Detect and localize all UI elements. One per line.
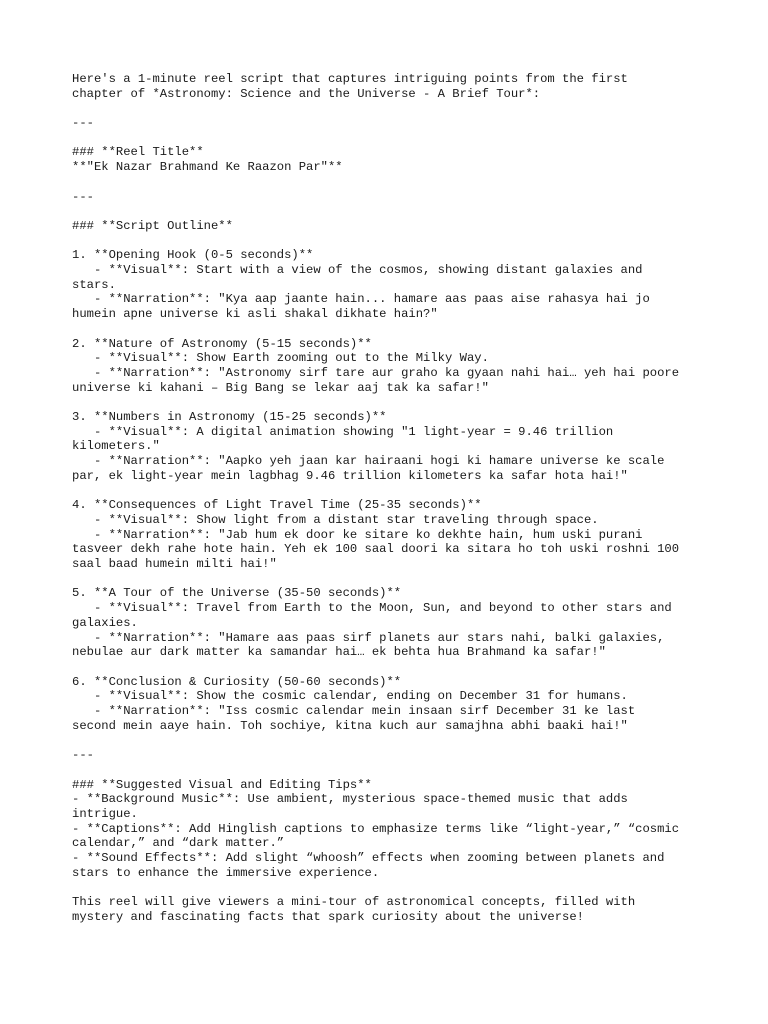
- text-line: tasveer dekh rahe hote hain. Yeh ek 100 saal doori ka sitara ho toh uski roshni 100: [72, 542, 680, 557]
- text-line: second mein aaye hain. Toh sochiye, kitna kuch aur samajhna abhi baaki hai!": [72, 718, 628, 733]
- horizontal-rule: ---: [72, 189, 94, 204]
- section-heading: ### **Suggested Visual and Editing Tips**: [72, 777, 372, 792]
- text-line: kilometers.": [72, 439, 160, 454]
- bullet-line: - **Narration**: "Iss cosmic calendar mein insaan sirf December 31 ke last: [72, 704, 636, 719]
- section-heading: ### **Reel Title**: [72, 145, 204, 160]
- blank-line: [72, 484, 712, 499]
- blank-line: [72, 763, 712, 778]
- blank-line: [72, 880, 712, 895]
- bullet-line: - **Visual**: A digital animation showing "1 light-year = 9.46 trillion: [72, 424, 614, 439]
- text-line: calendar,” and “dark matter.”: [72, 836, 285, 851]
- text-line: galaxies.: [72, 615, 138, 630]
- bullet-line: - **Visual**: Show the cosmic calendar, ending on December 31 for humans.: [72, 689, 628, 704]
- section-heading: ### **Script Outline**: [72, 218, 233, 233]
- bullet-line: - **Visual**: Show light from a distant star traveling through space.: [72, 512, 599, 527]
- blank-line: [72, 322, 712, 337]
- blank-line: [72, 395, 712, 410]
- bullet-line: - **Narration**: "Aapko yeh jaan kar hairaani hogi ki hamare universe ke scale: [72, 454, 665, 469]
- bullet-line: - **Captions**: Add Hinglish captions to emphasize terms like “light-year,” “cosmic: [72, 821, 680, 836]
- bullet-line: - **Narration**: "Hamare aas paas sirf planets aur stars nahi, balki galaxies,: [72, 630, 665, 645]
- text-line: humein apne universe ki asli shakal dikhate hain?": [72, 307, 438, 322]
- blank-line: [72, 131, 712, 146]
- blank-line: [72, 660, 712, 675]
- bullet-line: - **Sound Effects**: Add slight “whoosh” effects when zooming between planets and: [72, 851, 665, 866]
- bullet-line: - **Narration**: "Jab hum ek door ke sitare ko dekhte hain, hum uski purani: [72, 527, 643, 542]
- bullet-line: - **Visual**: Travel from Earth to the Moon, Sun, and beyond to other stars and: [72, 601, 672, 616]
- text-line: nebulae aur dark matter ka samandar hai… ek behta hua Brahmand ka safar!": [72, 645, 606, 660]
- text-line: stars to enhance the immersive experience.: [72, 865, 380, 880]
- bullet-line: - **Background Music**: Use ambient, mysterious space-themed music that adds: [72, 792, 628, 807]
- text-line: mystery and fascinating facts that spark curiosity about the universe!: [72, 909, 584, 924]
- outline-item-heading: 1. **Opening Hook (0-5 seconds)**: [72, 248, 314, 263]
- blank-line: [72, 204, 712, 219]
- text-line: saal baad humein milti hai!": [72, 557, 277, 572]
- horizontal-rule: ---: [72, 116, 94, 131]
- text-line: **"Ek Nazar Brahmand Ke Raazon Par"**: [72, 160, 343, 175]
- blank-line: [72, 572, 712, 587]
- text-line: par, ek light-year mein lagbhag 9.46 trillion kilometers ka safar hota hai!": [72, 468, 628, 483]
- text-line: Here's a 1-minute reel script that captures intriguing points from the first: [72, 72, 628, 86]
- blank-line: [72, 234, 712, 249]
- blank-line: [72, 175, 712, 190]
- document-body: [72, 72, 712, 925]
- bullet-line: - **Narration**: "Astronomy sirf tare aur graho ka gyaan nahi hai… yeh hai poore: [72, 365, 680, 380]
- outline-item-heading: 2. **Nature of Astronomy (5-15 seconds)**: [72, 336, 372, 351]
- text-line: chapter of *Astronomy: Science and the Universe - A Brief Tour*:: [72, 86, 541, 101]
- outline-item-heading: 4. **Consequences of Light Travel Time (25-35 seconds)**: [72, 498, 482, 513]
- bullet-line: - **Visual**: Start with a view of the cosmos, showing distant galaxies and: [72, 263, 643, 278]
- blank-line: [72, 101, 712, 116]
- text-line: stars.: [72, 277, 116, 292]
- text-line: This reel will give viewers a mini-tour of astronomical concepts, filled with: [72, 895, 636, 910]
- text-line: universe ki kahani – Big Bang se lekar aaj tak ka safar!": [72, 380, 489, 395]
- bullet-line: - **Visual**: Show Earth zooming out to the Milky Way.: [72, 351, 489, 366]
- outline-item-heading: 6. **Conclusion & Curiosity (50-60 seconds)**: [72, 674, 402, 689]
- outline-item-heading: 3. **Numbers in Astronomy (15-25 seconds)**: [72, 410, 387, 425]
- horizontal-rule: ---: [72, 748, 94, 763]
- text-line: intrigue.: [72, 806, 138, 821]
- bullet-line: - **Narration**: "Kya aap jaante hain... hamare aas paas aise rahasya hai jo: [72, 292, 650, 307]
- blank-line: [72, 733, 712, 748]
- outline-item-heading: 5. **A Tour of the Universe (35-50 seconds)**: [72, 586, 402, 601]
